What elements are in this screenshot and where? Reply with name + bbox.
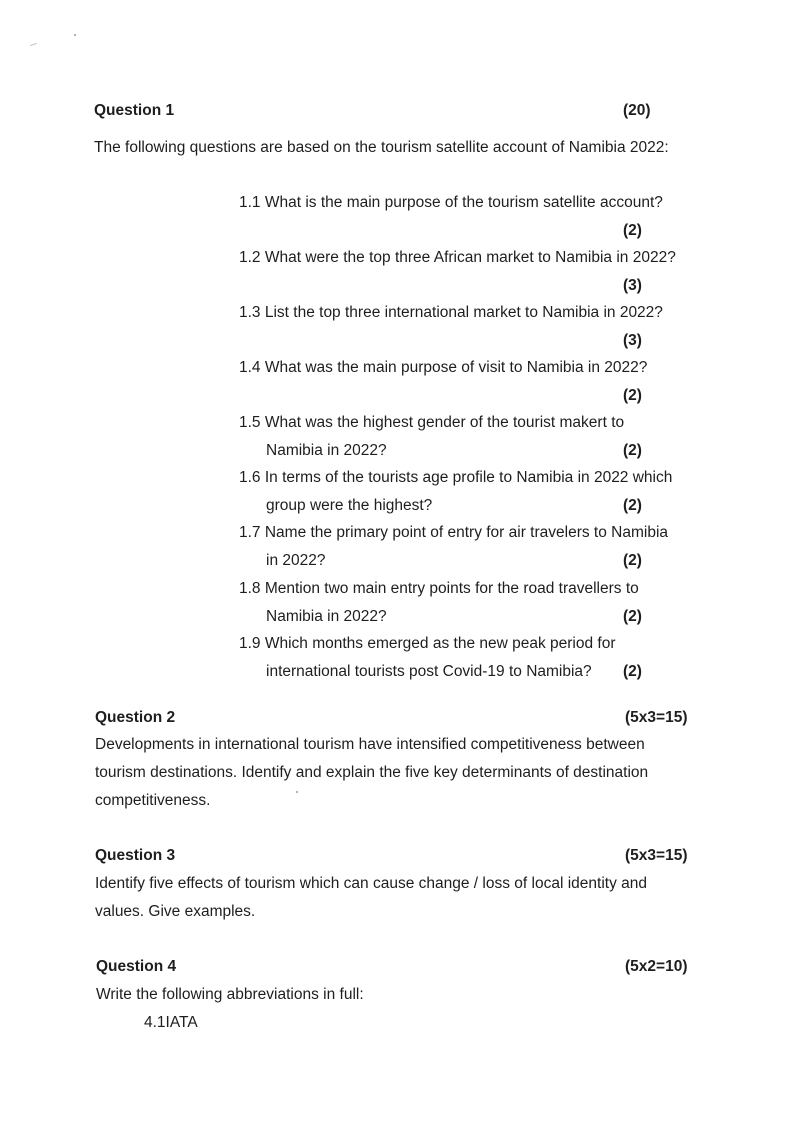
item-1-6: 1.6 In terms of the tourists age profile to Namibia in 2022 which — [239, 469, 673, 486]
item-1-5: 1.5 What was the highest gender of the tourist makert to — [239, 414, 625, 431]
item-1-7-marks: (2) — [623, 552, 642, 569]
item-1-9-cont: international tourists post Covid-19 to Namibia? — [266, 663, 592, 680]
item-1-2: 1.2 What were the top three African market to Namibia in 2022? — [239, 249, 676, 266]
question-1-title: Question 1 — [94, 102, 175, 119]
item-1-5-marks: (2) — [623, 442, 642, 459]
question-1-intro: The following questions are based on the tourism satellite account of Namibia 2022: — [94, 139, 669, 156]
question-3-title: Question 3 — [95, 847, 176, 864]
item-4-1: 4.1IATA — [144, 1014, 198, 1031]
item-1-9-marks: (2) — [623, 663, 642, 680]
item-1-3: 1.3 List the top three international market to Namibia in 2022? — [239, 304, 663, 321]
item-1-5-cont: Namibia in 2022? — [266, 442, 387, 459]
item-1-1: 1.1 What is the main purpose of the tourism satellite account? — [239, 194, 663, 211]
question-3-line: Identify five effects of tourism which can cause change / loss of local identity and — [95, 875, 647, 892]
item-1-8: 1.8 Mention two main entry points for the road travellers to — [239, 580, 639, 597]
item-1-7-cont: in 2022? — [266, 552, 326, 569]
question-2-title: Question 2 — [95, 709, 176, 726]
item-1-2-marks: (3) — [623, 277, 642, 294]
question-4-intro: Write the following abbreviations in full: — [96, 986, 364, 1003]
item-1-9: 1.9 Which months emerged as the new peak period for — [239, 635, 616, 652]
question-2-line: tourism destinations. Identify and explain the five key determinants of destination — [95, 764, 649, 781]
item-1-8-cont: Namibia in 2022? — [266, 608, 387, 625]
question-3-marks: (5x3=15) — [625, 847, 688, 864]
scan-speck — [296, 791, 298, 793]
scan-speck — [74, 34, 76, 36]
item-1-8-marks: (2) — [623, 608, 642, 625]
question-2-line: competitiveness. — [95, 792, 211, 809]
question-2-line: Developments in international tourism have intensified competitiveness between — [95, 736, 645, 753]
item-1-6-marks: (2) — [623, 497, 642, 514]
item-1-6-cont: group were the highest? — [266, 497, 433, 514]
question-3-line: values. Give examples. — [95, 903, 256, 920]
question-4-marks: (5x2=10) — [625, 958, 688, 975]
item-1-1-marks: (2) — [623, 222, 642, 239]
item-1-4: 1.4 What was the main purpose of visit to Namibia in 2022? — [239, 359, 648, 376]
item-1-7: 1.7 Name the primary point of entry for air travelers to Namibia — [239, 524, 669, 541]
question-1-marks: (20) — [623, 102, 651, 119]
item-1-3-marks: (3) — [623, 332, 642, 349]
item-1-4-marks: (2) — [623, 387, 642, 404]
question-2-marks: (5x3=15) — [625, 709, 688, 726]
question-4-title: Question 4 — [96, 958, 177, 975]
scan-mark — [30, 43, 37, 46]
